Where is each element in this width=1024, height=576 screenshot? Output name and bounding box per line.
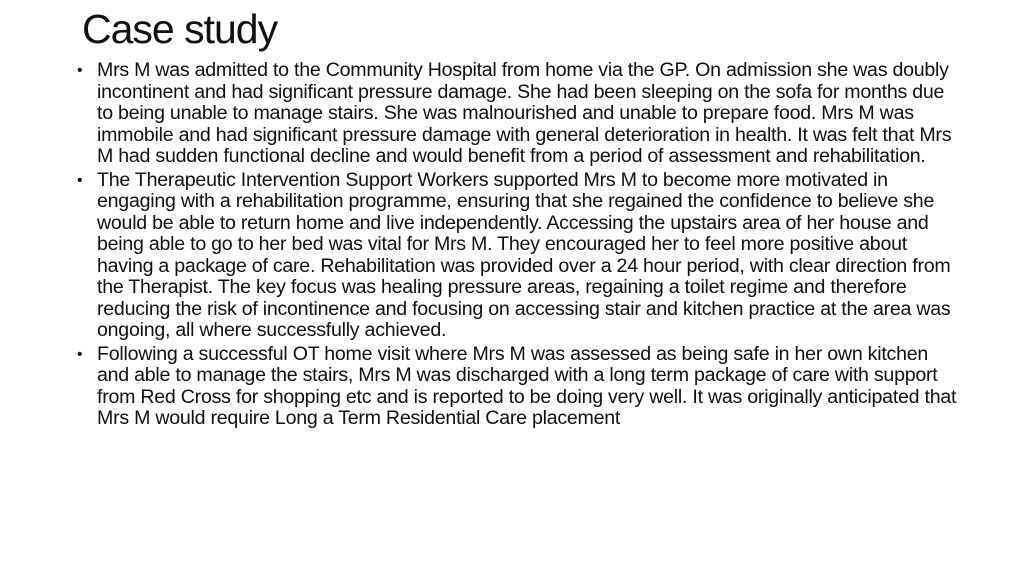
bullet-dot-icon: • — [77, 62, 83, 79]
slide-title: Case study — [82, 6, 278, 52]
bullet-dot-icon: • — [77, 171, 83, 189]
bullet-item-admission — [77, 60, 957, 168]
bullet-text: Following a successful OT home visit where Mrs M was assessed as being safe in her own kitchen and able to manage the stairs, Mrs M was discharged with a long term package of care with support from Red Cross for shopping etc and is reported to be doing very well. It was originally anticipated that Mrs M would require Long a Term Residential Care placement — [97, 342, 957, 429]
bullet-dot-icon: • — [77, 345, 83, 363]
bullet-list — [77, 60, 957, 432]
bullet-item-discharge — [77, 344, 957, 430]
bullet-text: The Therapeutic Intervention Support Workers supported Mrs M to become more motivated in engaging with a rehabilitation programme, ensuring that she regained the confidence to believe she would be able to return home and live independently. Accessing the upstairs area of her house and being able to go to her bed was vital for Mrs M. They encouraged her to feel more positive about having a package of care. Rehabilitation was provided over a 24 hour period, with clear direction from the Therapist. The key focus was healing pressure areas, regaining a toilet regime and therefore reducing the risk of incontinence and focusing on accessing stair and kitchen practice at the area was ongoing, all where successfully achieved. — [97, 168, 951, 341]
bullet-item-rehabilitation — [77, 170, 957, 342]
bullet-text: Mrs M was admitted to the Community Hospital from home via the GP. On admission she was doubly incontinent and had significant pressure damage. She had been sleeping on the sofa for months due to being unable to manage stairs. She was malnourished and unable to prepare food. Mrs M was immobile and had significant pressure damage with general deterioration in health. It was felt that Mrs M had sudden functional decline and would benefit from a period of assessment and rehabilitation. — [97, 59, 952, 167]
